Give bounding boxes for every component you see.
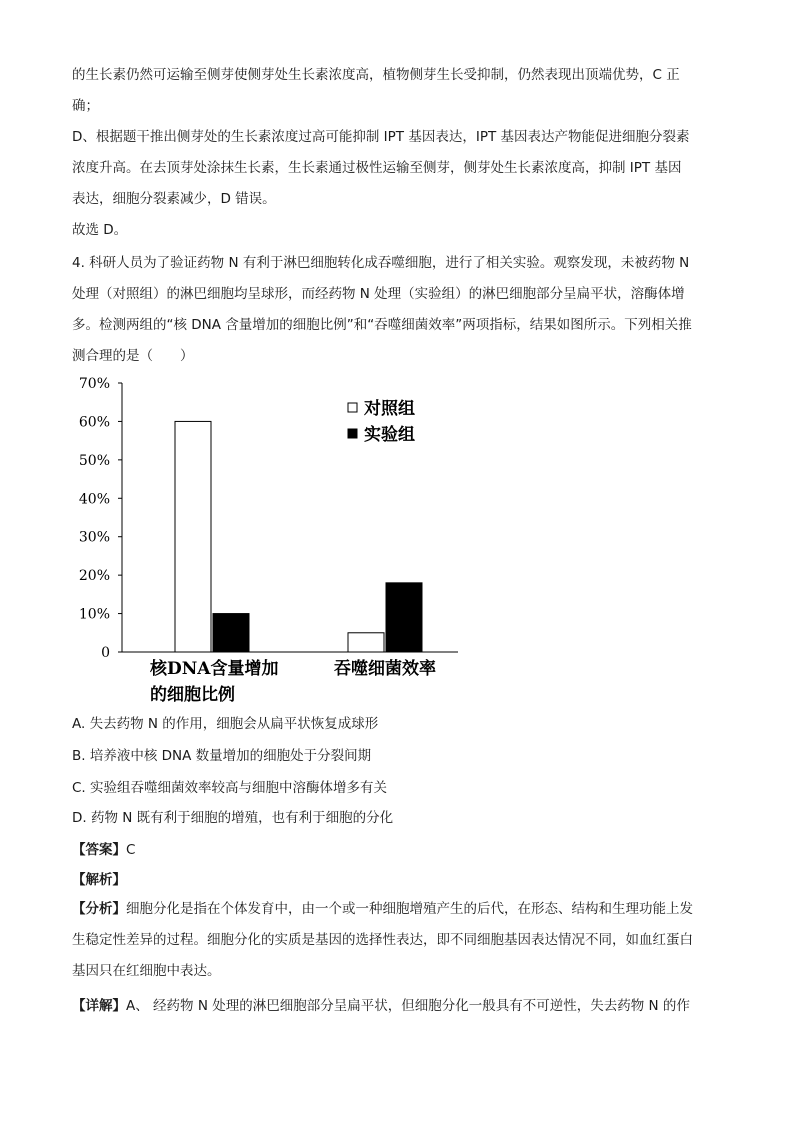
option-b: B. 培养液中核 DNA 数量增加的细胞处于分裂间期	[72, 748, 372, 764]
question-line: 多。检测两组的“核 DNA 含量增加的细胞比例”和“吞噬细菌效率”两项指标，结果如图所示。下列相关推	[72, 317, 692, 333]
answer-tag: 【答案】	[72, 842, 126, 858]
y-tick-label: 20%	[78, 568, 110, 585]
option-a: A. 失去药物 N 的作用，细胞会从扁平状恢复成球形	[72, 716, 379, 732]
y-tick-label: 50%	[78, 452, 110, 469]
option-c: C. 实验组吞噬细菌效率较高与细胞中溶酶体增多有关	[72, 780, 388, 796]
y-tick-label: 60%	[78, 414, 110, 431]
intro-line: 故选 D。	[72, 222, 128, 238]
answer-line	[72, 838, 135, 858]
y-tick-label: 30%	[78, 529, 110, 546]
legend-swatch	[348, 403, 357, 412]
analysis-tag: 【分析】	[72, 901, 126, 917]
detail-text: A、 经药物 N 处理的淋巴细胞部分呈扁平状，但细胞分化一般具有不可逆性，失去药物 N 的作	[126, 998, 690, 1014]
analysis-heading: 【解析】	[72, 872, 126, 888]
analysis-paragraph	[72, 894, 722, 987]
legend-label: 实验组	[364, 425, 415, 445]
y-tick-label: 0	[101, 645, 110, 661]
bar	[175, 421, 211, 652]
x-category-label: 吞噬细菌效率	[334, 659, 436, 679]
bar	[386, 583, 422, 652]
intro-line: D、根据题干推出侧芽处的生长素浓度过高可能抑制 IPT 基因表达，IPT 基因表达产物能促进细胞分裂素	[72, 129, 690, 145]
question-line: 4. 科研人员为了验证药物 N 有利于淋巴细胞转化成吞噬细胞，进行了相关实验。观察发现，未被药物 N	[72, 255, 690, 271]
x-category-label: 核DNA含量增加	[150, 659, 279, 679]
question-line: 测合理的是（ ）	[72, 348, 194, 364]
y-tick-label: 70%	[78, 376, 110, 392]
analysis-line: 基因只在红细胞中表达。	[72, 963, 221, 979]
analysis-line: 生稳定性差异的过程。细胞分化的实质是基因的选择性表达，即不同细胞基因表达情况不同，如血红蛋白	[72, 932, 693, 948]
intro-line: 确；	[72, 98, 99, 114]
y-tick-label: 40%	[78, 491, 110, 508]
bar	[348, 633, 384, 652]
analysis-text: 细胞分化是指在个体发育中，由一个或一种细胞增殖产生的后代，在形态、结构和生理功能上发	[126, 901, 693, 917]
analysis-line	[72, 894, 722, 925]
detail-line	[72, 994, 690, 1014]
legend-label: 对照组	[364, 399, 415, 419]
x-category-label: 的细胞比例	[150, 685, 235, 705]
question-line: 处理（对照组）的淋巴细胞均呈球形，而经药物 N 处理（实验组）的淋巴细胞部分呈扁平状，溶酶体增	[72, 286, 685, 302]
intro-paragraph	[72, 60, 722, 246]
legend-swatch	[348, 429, 357, 438]
answer-value: C	[126, 842, 136, 858]
detail-tag: 【详解】	[72, 998, 126, 1014]
intro-line: 的生长素仍然可运输至侧芽使侧芽处生长素浓度高，植物侧芽生长受抑制，仍然表现出顶端优势，C 正	[72, 67, 680, 83]
bar-chart	[60, 366, 480, 706]
bar	[213, 614, 249, 652]
option-d: D. 药物 N 既有利于细胞的增殖，也有利于细胞的分化	[72, 810, 394, 826]
question-4	[72, 248, 722, 372]
intro-line: 浓度升高。在去顶芽处涂抹生长素，生长素通过极性运输至侧芽，侧芽处生长素浓度高，抑制 IPT 基因	[72, 160, 682, 176]
y-tick-label: 10%	[78, 606, 110, 623]
intro-line: 表达，细胞分裂素减少，D 错误。	[72, 191, 276, 207]
